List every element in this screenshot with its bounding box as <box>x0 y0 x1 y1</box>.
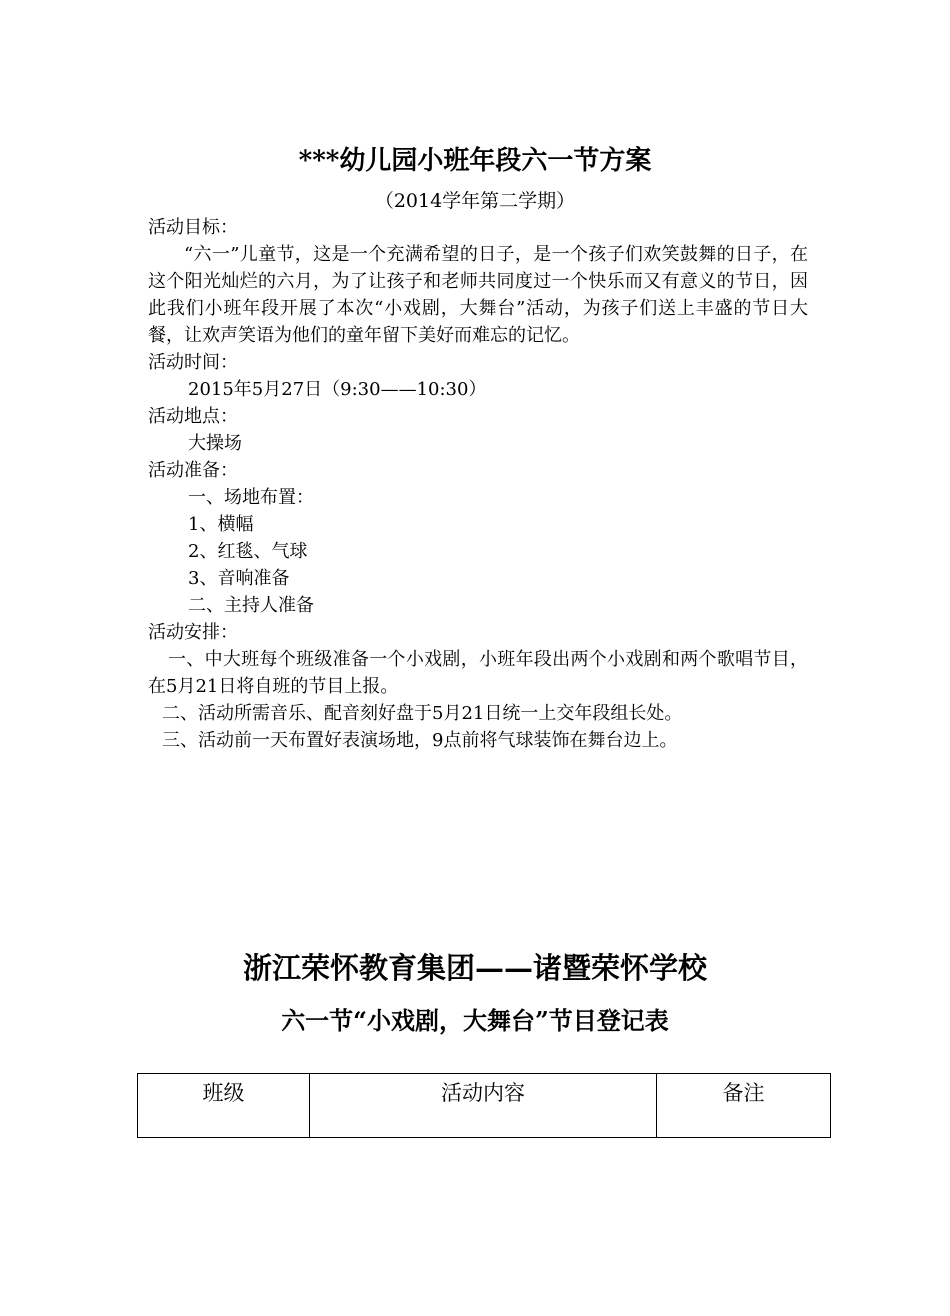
column-header-content: 活动内容 <box>310 1074 657 1138</box>
prep-label: 活动准备： <box>148 460 238 481</box>
time-value: 2015年5月27日（9:30——10:30） <box>188 379 487 400</box>
column-header-notes: 备注 <box>657 1074 831 1138</box>
table-header-row <box>138 1074 831 1138</box>
time-label: 活动时间： <box>148 352 238 373</box>
prep-item: 一、场地布置： <box>188 487 314 508</box>
plan-subtitle: （2014学年第二学期） <box>374 190 576 212</box>
org-title: 浙江荣怀教育集团——诸暨荣怀学校 <box>242 951 707 985</box>
goal-label: 活动目标： <box>148 217 238 238</box>
prep-item: 3、音响准备 <box>188 568 290 589</box>
arrange-item: 三、活动前一天布置好表演场地，9点前将气球装饰在舞台边上。 <box>162 730 678 751</box>
plan-body <box>148 214 808 754</box>
arrange-item: 二、活动所需音乐、配音刻好盘于5月21日统一上交年段组长处。 <box>162 703 683 724</box>
prep-item: 2、红毯、气球 <box>188 541 308 562</box>
place-label: 活动地点： <box>148 406 238 427</box>
column-header-class: 班级 <box>138 1074 310 1138</box>
plan-title: ***幼儿园小班年段六一节方案 <box>298 146 652 176</box>
goal-text: “六一”儿童节，这是一个充满希望的日子，是一个孩子们欢笑鼓舞的日子，在这个阳光灿烂的六月，为了让孩子和老师共同度过一个快乐而又有意义的节日，因此我们小班年段开展了本次“小戏剧，大舞台”活动，为孩子们送上丰盛的节日大餐，让欢声笑语为他们的童年留下美好而难忘的记忆。 <box>148 244 808 346</box>
arrange-item: 一、中大班每个班级准备一个小戏剧，小班年段出两个小戏剧和两个歌唱节目，在5月21日将自班的节目上报。 <box>148 649 808 697</box>
prep-item: 二、主持人准备 <box>188 595 314 616</box>
place-value: 大操场 <box>188 433 242 454</box>
form-title: 六一节“小戏剧，大舞台”节目登记表 <box>281 1006 669 1035</box>
registration-table <box>137 1073 831 1138</box>
prep-item: 1、横幅 <box>188 514 254 535</box>
arrange-label: 活动安排： <box>148 622 238 643</box>
